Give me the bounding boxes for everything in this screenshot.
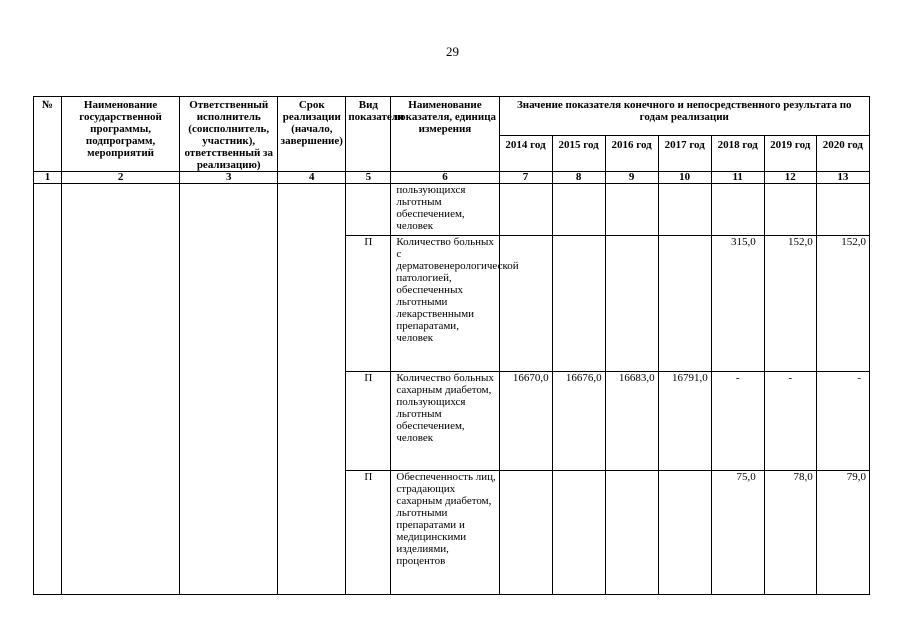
cell-program-name bbox=[62, 184, 180, 595]
value-cell bbox=[605, 236, 658, 372]
value-cell: - bbox=[711, 372, 764, 471]
indicator-name: Количество больных сахарным диабетом, пользующихся льготным обеспечением, человек bbox=[391, 372, 499, 471]
year-2014: 2014 год bbox=[499, 136, 552, 172]
table-row bbox=[34, 184, 870, 236]
cell-executor bbox=[180, 184, 278, 595]
value-cell: 75,0 bbox=[711, 471, 764, 595]
value-cell bbox=[552, 471, 605, 595]
indicator-kind bbox=[346, 184, 391, 236]
value-cell: 78,0 bbox=[764, 471, 816, 595]
year-2017: 2017 год bbox=[658, 136, 711, 172]
indicator-kind: П bbox=[346, 471, 391, 595]
header-indicator-name: Наименование показателя, единица измерения bbox=[391, 97, 499, 172]
year-2020: 2020 год bbox=[816, 136, 869, 172]
value-cell bbox=[711, 184, 764, 236]
year-2019: 2019 год bbox=[764, 136, 816, 172]
value-cell: - bbox=[764, 372, 816, 471]
value-cell bbox=[658, 471, 711, 595]
col-number: 4 bbox=[278, 172, 346, 184]
col-number: 9 bbox=[605, 172, 658, 184]
value-cell: 16683,0 bbox=[605, 372, 658, 471]
value-cell: 152,0 bbox=[816, 236, 869, 372]
header-program-name: Наименование государственной программы, подпрограмм, мероприятий bbox=[62, 97, 180, 172]
header-indicator-kind: Вид показателя bbox=[346, 97, 391, 172]
header-row bbox=[34, 97, 870, 136]
value-cell bbox=[499, 184, 552, 236]
value-cell bbox=[658, 184, 711, 236]
value-cell bbox=[658, 236, 711, 372]
col-number: 6 bbox=[391, 172, 499, 184]
year-2018: 2018 год bbox=[711, 136, 764, 172]
header-executor: Ответственный исполнитель (соисполнитель, участник), ответственный за реализацию) bbox=[180, 97, 278, 172]
col-number: 7 bbox=[499, 172, 552, 184]
col-number: 11 bbox=[711, 172, 764, 184]
col-number: 5 bbox=[346, 172, 391, 184]
indicator-name: Обеспеченность лиц, страдающих сахарным диабетом, льготными препаратами и медицинскими изделиями, процентов bbox=[391, 471, 499, 595]
header-term: Срок реализации (начало, завершение) bbox=[278, 97, 346, 172]
value-cell: 315,0 bbox=[711, 236, 764, 372]
col-number: 10 bbox=[658, 172, 711, 184]
value-cell bbox=[605, 471, 658, 595]
value-cell bbox=[605, 184, 658, 236]
value-cell: 16791,0 bbox=[658, 372, 711, 471]
indicators-table bbox=[33, 96, 870, 595]
value-cell: 16676,0 bbox=[552, 372, 605, 471]
value-cell: 79,0 bbox=[816, 471, 869, 595]
value-cell bbox=[552, 184, 605, 236]
value-cell bbox=[816, 184, 869, 236]
column-numbers-row bbox=[34, 172, 870, 184]
cell-term bbox=[278, 184, 346, 595]
value-cell bbox=[499, 471, 552, 595]
value-cell bbox=[764, 184, 816, 236]
value-cell bbox=[499, 236, 552, 372]
indicator-kind: П bbox=[346, 236, 391, 372]
col-number: 2 bbox=[62, 172, 180, 184]
header-values-group: Значение показателя конечного и непосредственного результата по годам реализации bbox=[499, 97, 869, 136]
year-2015: 2015 год bbox=[552, 136, 605, 172]
indicator-kind: П bbox=[346, 372, 391, 471]
year-2016: 2016 год bbox=[605, 136, 658, 172]
cell-number bbox=[34, 184, 62, 595]
header-number: № bbox=[34, 97, 62, 172]
page-number: 29 bbox=[446, 44, 459, 59]
col-number: 12 bbox=[764, 172, 816, 184]
col-number: 8 bbox=[552, 172, 605, 184]
indicator-name: Количество больных с дерматовенерологической патологией, обеспеченных льготными лекарственными препаратами, человек bbox=[391, 236, 499, 372]
value-cell: 16670,0 bbox=[499, 372, 552, 471]
value-cell: - bbox=[816, 372, 869, 471]
col-number: 3 bbox=[180, 172, 278, 184]
col-number: 13 bbox=[816, 172, 869, 184]
indicator-name: пользующихся льготным обеспечением, человек bbox=[391, 184, 499, 236]
value-cell bbox=[552, 236, 605, 372]
col-number: 1 bbox=[34, 172, 62, 184]
value-cell: 152,0 bbox=[764, 236, 816, 372]
